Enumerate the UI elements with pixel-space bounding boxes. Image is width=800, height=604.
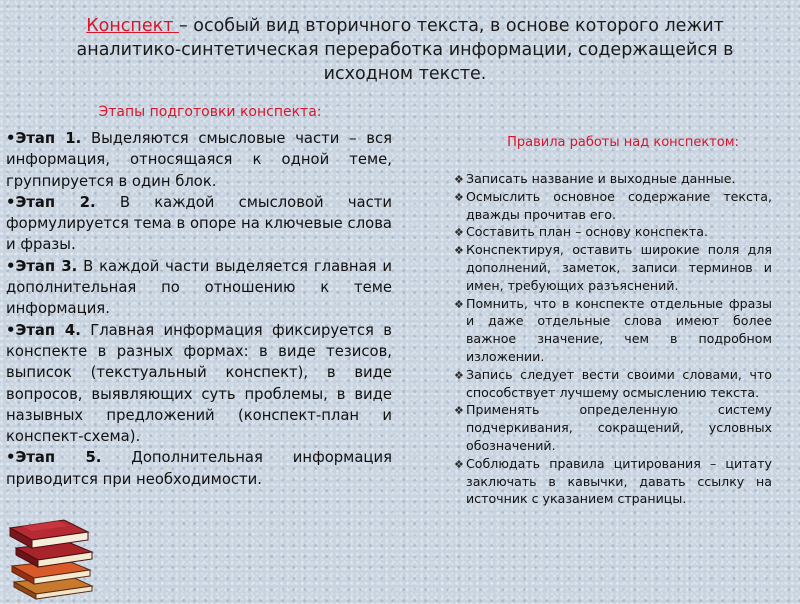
rule-item	[454, 241, 772, 294]
stack-of-books-icon	[8, 498, 98, 600]
stage-bullet: •	[6, 321, 16, 339]
diamond-bullet-icon: ❖	[454, 244, 464, 258]
rule-text: Запись следует вести своими словами, что способствует лучшему осмыслению текста.	[466, 366, 772, 400]
rule-item	[454, 401, 772, 454]
stage-label: Этап 1.	[15, 130, 82, 147]
stage-bullet: •	[6, 257, 16, 275]
rule-text: Конспектируя, оставить широкие поля для дополнений, заметок, записи терминов и имен, требующих разъяснений.	[466, 242, 772, 293]
diamond-bullet-icon: ❖	[454, 173, 464, 186]
rule-text: Осмыслить основное содержание текста, дважды прочитав его.	[466, 188, 772, 222]
diamond-bullet-icon: ❖	[454, 190, 464, 204]
rule-item	[454, 170, 772, 188]
rules-list	[454, 170, 772, 508]
stage-text: Выделяются смысловые части – вся информация, относящаяся к одной теме, группируется в один блок.	[6, 130, 392, 190]
diamond-bullet-icon: ❖	[454, 226, 464, 240]
rule-text: Записать название и выходные данные.	[466, 171, 736, 186]
diamond-bullet-icon: ❖	[454, 297, 464, 311]
stage-text: Главная информация фиксируется в конспекте в разных формах: в виде тезисов, выписок (текстуальный конспект), в виде вопросов, выявляющих суть проблемы, в виде назывных предложений (конспект-план и конспект-схема).	[6, 321, 392, 446]
stage-label: Этап 4.	[15, 321, 81, 339]
rule-item	[454, 455, 772, 508]
stage-bullet: •	[6, 193, 16, 211]
stage-text: В каждой части выделяется главная и дополнительная по отношению к теме информация.	[6, 257, 392, 318]
stage-label: Этап 3.	[15, 257, 78, 275]
rule-item	[454, 295, 772, 366]
stage-item	[6, 192, 392, 256]
stage-text: Дополнительная информация приводится при необходимости.	[6, 449, 392, 488]
rule-text: Применять определенную систему подчеркивания, сокращений, условных обозначений.	[466, 402, 772, 453]
stage-label: Этап 5.	[15, 449, 102, 467]
diamond-bullet-icon: ❖	[454, 404, 464, 418]
stage-item	[6, 256, 392, 320]
stage-bullet: •	[6, 449, 16, 467]
stage-item	[6, 447, 392, 490]
stage-bullet: •	[6, 130, 16, 147]
rule-text: Составить план – основу конспекта.	[466, 224, 708, 240]
rule-text: Помнить, что в конспекте отдельные фразы и даже отдельные слова имеют более важное значение, чем в подробном изложении.	[466, 295, 772, 364]
diamond-bullet-icon: ❖	[454, 368, 464, 382]
stage-item	[6, 128, 392, 192]
rules-heading: Правила работы над конспектом:	[507, 135, 739, 150]
rule-item	[454, 188, 772, 224]
definition-text: – особый вид вторичного текста, в основе которого лежит аналитико-синтетическая переработка информации, содержащейся в исходном тексте.	[76, 16, 734, 84]
term-konspekt: Конспект	[86, 16, 179, 36]
stage-text: В каждой смысловой части формулируется тема в опоре на ключевые слова и фразы.	[6, 193, 392, 254]
stages-list	[6, 128, 392, 490]
stage-item	[6, 320, 392, 448]
definition-title	[60, 14, 750, 86]
diamond-bullet-icon: ❖	[454, 457, 464, 471]
stage-label: Этап 2.	[15, 193, 96, 211]
rule-text: Соблюдать правила цитирования – цитату заключать в кавычки, давать ссылку на источник с указанием страницы.	[466, 455, 772, 507]
stages-heading: Этапы подготовки конспекта:	[98, 104, 322, 120]
rule-item	[454, 223, 772, 241]
rule-item	[454, 366, 772, 402]
